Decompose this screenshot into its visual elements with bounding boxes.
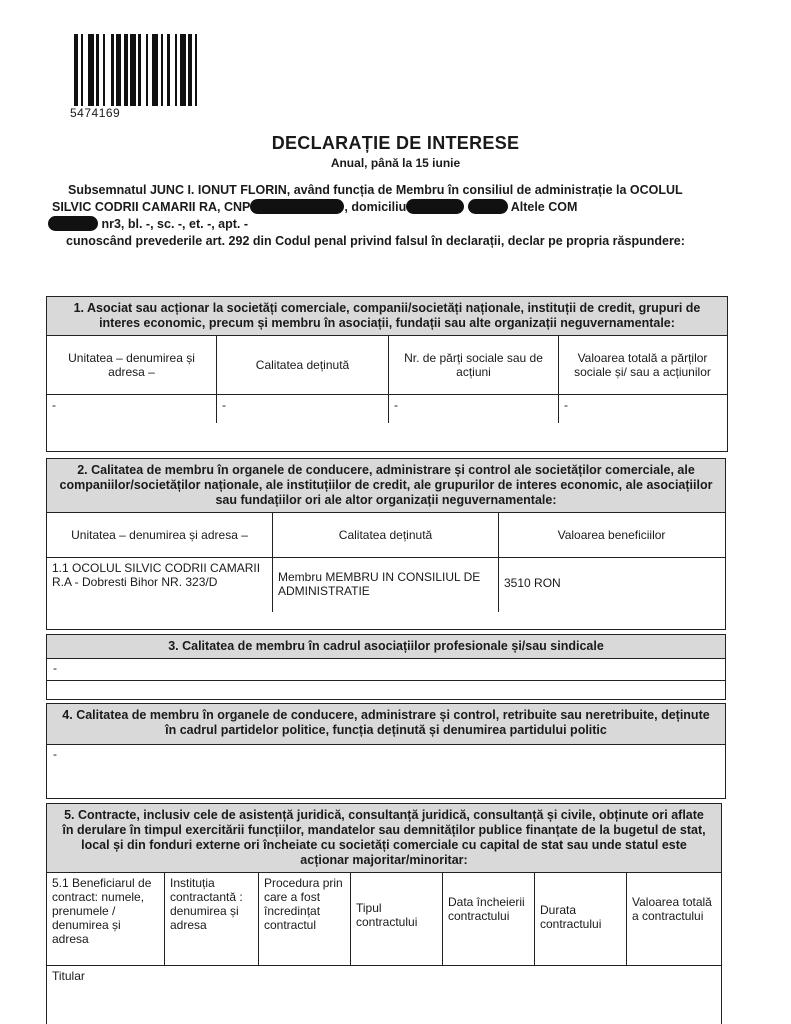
column-header: Calitatea deținută [217, 336, 389, 394]
section-4-value: - [53, 747, 57, 761]
barcode-bar [111, 34, 114, 106]
barcode-bar [138, 34, 141, 106]
column-header: Valoarea beneficiilor [557, 528, 666, 542]
intro-text-1: Subsemnatul JUNC I. IONUT FLORIN, având funcția de Membru în consiliul de administrație la OCOLUL SILVIC CODRII CAMARII RA, CNP [52, 183, 683, 214]
redacted-cnp [250, 199, 344, 214]
redacted-address [468, 199, 508, 214]
section-4-political-parties [46, 703, 726, 799]
table-row [47, 965, 721, 988]
redacted-address [406, 199, 464, 214]
table-cell: 3510 RON [504, 576, 561, 590]
column-header: Durata contractului [535, 873, 627, 965]
section-2-board-memberships [46, 458, 726, 630]
barcode-bar [195, 34, 197, 106]
section-3-heading: 3. Calitatea de membru în cadrul asociațiilor profesionale și/sau sindicale [47, 635, 725, 659]
barcode [74, 34, 202, 106]
barcode-number: 5474169 [70, 106, 121, 120]
table-cell: - [217, 395, 389, 423]
column-header: Procedura prin care a fost încredințat contractul [259, 873, 351, 965]
barcode-bar [180, 34, 186, 106]
table-cell: - [564, 398, 568, 412]
column-header: 5.1 Beneficiarul de contract: numele, prenumele / denumirea și adresa [47, 873, 165, 965]
table-cell: - [389, 395, 559, 423]
barcode-bar [116, 34, 121, 106]
section-5-heading: 5. Contracte, inclusiv cele de asistență juridică, consultanță juridică, consultanță și civile, obținute ori aflate în derulare în timpul exercitării funcțiilor, mandatelor sau demnităților publice finanțate de la bugetul de stat, local și din fonduri externe ori încheiate cu societăți comerciale cu capital de stat sau unde statul este acționar majoritar/minoritar: [47, 804, 721, 873]
intro-text-4: nr [101, 217, 114, 231]
barcode-bar [74, 34, 78, 106]
column-header: Calitatea deținută [273, 513, 499, 557]
intro-text-5: 3, bl. -, sc. -, et. -, apt. - [113, 217, 249, 231]
barcode-bar [88, 34, 94, 106]
redacted-address [48, 216, 98, 231]
intro-text-6: cunoscând prevederile art. 292 din Codul penal privind falsul în declarații, declar pe propria răspundere: [66, 234, 685, 248]
table-cell: Titular [52, 969, 85, 983]
column-header: Valoarea totală a părților sociale și/ sau a acțiunilor [574, 351, 711, 379]
table-row [47, 557, 725, 612]
section-1-heading: 1. Asociat sau acționar la societăți comerciale, companii/societăți naționale, instituții de credit, grupuri de interes economic, precum și membru în asociații, fundații sau alte organizații neguvernamentale: [47, 297, 727, 336]
section-4-heading: 4. Calitatea de membru în organele de conducere, administrare și control, retribuite sau neretribuite, deținute în cadrul partidelor politice, funcția deținută și denumirea partidului politic [47, 704, 725, 745]
section-1-shareholdings [46, 296, 728, 452]
column-header: Tipul contractului [351, 873, 443, 965]
section-2-heading: 2. Calitatea de membru în organele de conducere, administrare și control ale societăților comerciale, ale companiilor/societăților naționale, ale instituțiilor de credit, ale grupurilor de interes economic, ale asociațiilor sau fundațiilor ori ale altor organizații neguvernamentale: [47, 459, 725, 513]
barcode-bar [130, 34, 136, 106]
section-5-contracts [46, 803, 722, 1024]
section-3-professional-associations [46, 634, 726, 700]
declarant-statement [52, 182, 705, 250]
barcode-bar [152, 34, 158, 106]
column-header: Unitatea – denumirea și adresa – [47, 513, 273, 557]
table-cell: - [47, 395, 217, 423]
barcode-bar [96, 34, 99, 106]
column-header: Unitatea – denumirea și adresa – [47, 336, 217, 394]
document-title: DECLARAȚIE DE INTERESE [271, 133, 520, 153]
barcode-bar [161, 34, 163, 106]
intro-text-3: Altele COM [510, 200, 578, 214]
barcode-bar [175, 34, 177, 106]
table-row [47, 394, 727, 423]
barcode-bar [124, 34, 128, 106]
table-cell: Membru MEMBRU IN CONSILIUL DE ADMINISTRATIE [273, 558, 499, 612]
barcode-bar [188, 34, 192, 106]
document-subtitle: Anual, până la 15 iunie [330, 156, 461, 170]
barcode-bar [146, 34, 148, 106]
column-header: Data încheierii contractului [443, 873, 535, 965]
barcode-bar [81, 34, 83, 106]
table-cell: 1.1 OCOLUL SILVIC CODRII CAMARII R.A - Dobresti Bihor NR. 323/D [47, 558, 273, 612]
column-header: Valoarea totală a contractului [632, 895, 712, 923]
barcode-bar [103, 34, 105, 106]
barcode-bar [167, 34, 170, 106]
column-header: Nr. de părți sociale sau de acțiuni [389, 336, 559, 394]
intro-text-2: , domiciliu [344, 200, 407, 214]
column-header: Instituția contractantă : denumirea și adresa [165, 873, 259, 965]
section-3-value: - [47, 659, 725, 681]
